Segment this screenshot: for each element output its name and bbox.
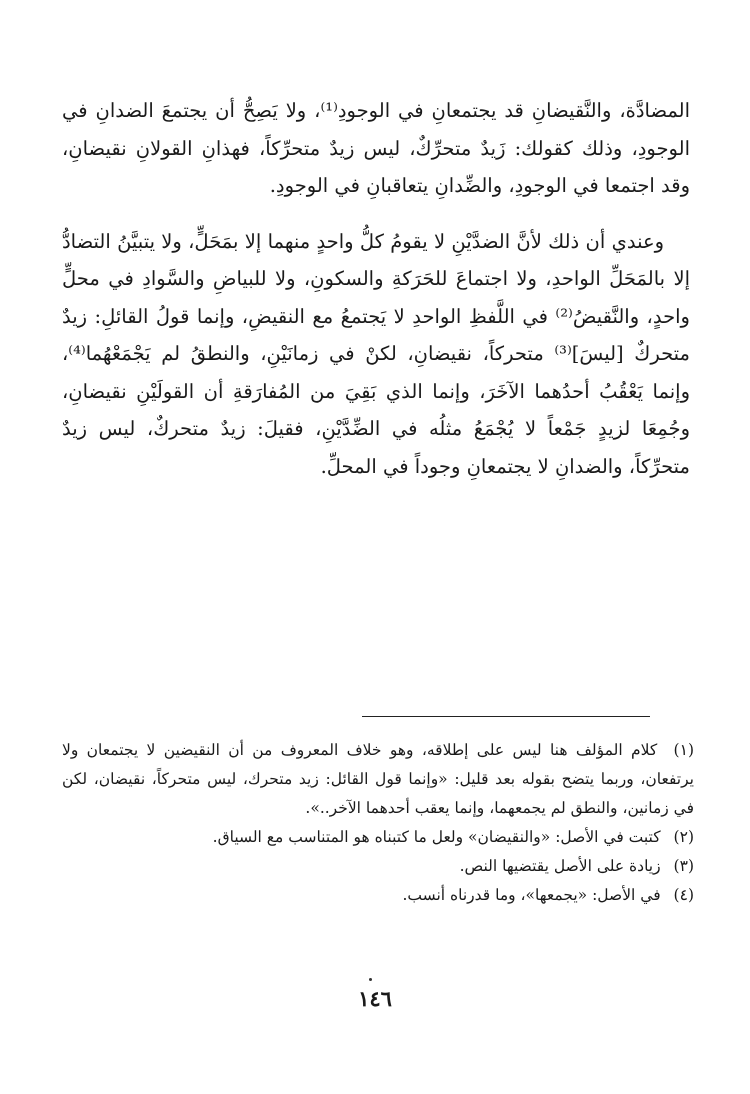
footnote-2 [62,823,694,852]
main-paragraph-2: وعندي أن ذلك لأنَّ الضدَّيْنِ لا يقومُ كلُّ واحدٍ منهما إلا بمَحَلٍّ، ولا يتبيَّنُ التضادُّ إلا بالمَحَلِّ الواحدِ، ولا اجتماعَ للحَرَكةِ والسكونِ، ولا للبياضِ والسَّوادِ في محلٍّ واحدٍ، والنَّقيضُ⁽²⁾ في اللَّفظِ الواحدِ لا يَجتمعُ مع النقيضِ، وإنما قولُ القائلِ: زيدٌ متحركٌ [ليسَ]⁽³⁾ متحركاً، نقيضانِ، لكنْ في زمانَيْنِ، والنطقُ لم يَجْمَعْهُما⁽⁴⁾، وإنما يَعْقُبُ أحدُهما الآخَرَ، وإنما الذي بَقِيَ من المُفارَقةِ أن القولَيْنِ نقيضانِ، وجُمِعَا لزيدٍ جَمْعاً لا يُجْمَعُ مثلُه في الضِّدَّيْنِ، فقيلَ: زيدٌ متحركٌ، ليس زيدٌ متحرِّكاً، والضدانِ لا يجتمعانِ وجوداً في المحلِّ. [62,229,691,478]
footnote-1-mark: (١) [673,741,694,759]
page-number: ١٤٦ [358,986,392,1011]
footnote-3-mark: (٣) [673,857,694,875]
footnote-4-mark: (٤) [673,886,694,904]
main-paragraph-1: المضادَّة، والنَّقيضانِ قد يجتمعانِ في الوجودِ⁽¹⁾، ولا يَصِحُّ أن يجتمعَ الضدانِ في الوجودِ، وذلك كقولك: زَيدٌ متحرِّكٌ، ليس زيدٌ متحرِّكاً، فهذانِ القولانِ نقيضانِ، وقد اجتمعا في الوجودِ، والضِّدانِ يتعاقبانِ في الوجودِ. [62,99,691,197]
footnote-separator [362,716,650,717]
footnote-3 [62,852,694,881]
footnote-3-text: زيادة على الأصل يقتضيها النص. [459,857,661,875]
footnote-1 [62,736,694,823]
footnote-2-text: كتبت في الأصل: «والنقيضان» ولعل ما كتبناه هو المتناسب مع السياق. [212,828,661,846]
page-number-dot [369,978,372,981]
footnote-4 [62,881,694,910]
footnotes-list [62,736,694,910]
footnote-1-text: كلام المؤلف هنا ليس على إطلاقه، وهو خلاف المعروف من أن النقيضين لا يجتمعان ولا يرتفعان، وربما يتضح بقوله بعد قليل: «وإنما قول القائل: زيد متحرك، ليس متحركاً، نقيضان، لكن في زمانين، والنطق لم يجمعهما، وإنما يعقب أحدهما الآخر..». [62,741,694,817]
footnote-2-mark: (٢) [673,828,694,846]
footnote-4-text: في الأصل: «يجمعها»، وما قدرناه أنسب. [402,886,661,904]
main-text [62,92,690,485]
